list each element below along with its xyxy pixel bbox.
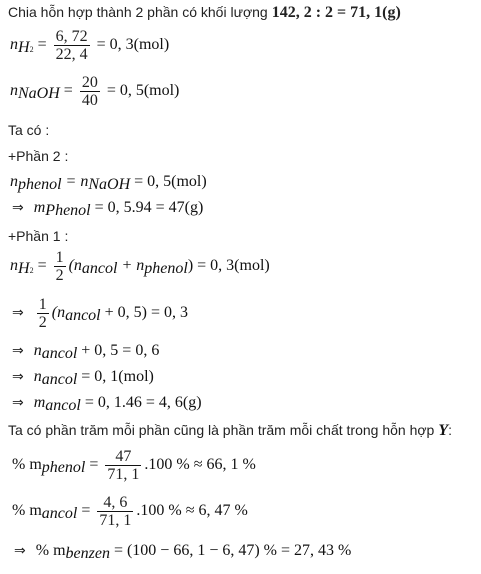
part-2-label: +Phần 2 : — [8, 148, 69, 164]
result: = 0, 3(mol) — [96, 36, 170, 54]
fraction: $\frac{4, 6}{71, 1}$ — [99, 494, 132, 529]
intro-value: 142, 2 : 2 = 71, 1(g) — [271, 4, 401, 21]
implies-arrow-icon: ⇒ — [12, 305, 24, 322]
conclusion-text: Ta có phần trăm mỗi phần cũng là phần trăm mỗi chất trong hỗn hợp — [8, 422, 435, 438]
part-1-label: +Phần 1 : — [8, 228, 69, 244]
naoh-moles-equation: $n_{NaOH}$ = $\frac{20}{40}$ = 0, 5(mol) — [10, 74, 180, 109]
implies-arrow-icon: ⇒ — [12, 343, 24, 359]
percent-ancol-equation: % $m_{ancol}$ = $\frac{4, 6}{71, 1}$ .100 % ≈ 6, 47 % — [12, 494, 248, 529]
fraction: $\frac{47}{71, 1}$ — [107, 448, 140, 483]
percent-benzen-equation: ⇒ % $m_{benzen} = (100 - 66$, 1 − 6, 47) % = 27, 43 % — [14, 542, 352, 562]
h2-moles-equation: $n_{H2}$ = $\frac{6, 72}{22, 4}$ = 0, 3(mol) — [10, 28, 170, 63]
percent-phenol-equation: % $m_{phenol}$ = $\frac{47}{71, 1}$ .100 % ≈ 66, 1 % — [12, 448, 256, 483]
ta-co-label: Ta có : — [8, 122, 50, 138]
implies-arrow-icon: ⇒ — [12, 369, 24, 385]
fraction: $\frac{1}{2}$ — [38, 296, 47, 331]
subscript: H — [18, 39, 30, 57]
numerator: 6, 72 — [55, 28, 88, 45]
denominator: 40 — [81, 92, 98, 109]
phenol-moles-equation: $n_{phenol} = n_{NaOH} = 0$, 5(mol) — [10, 173, 207, 193]
subscript: NaOH — [18, 85, 60, 103]
part-1-step-3: ⇒ $n_{ancol} + 0$, 5 = 0, 6 — [12, 342, 160, 362]
numerator: 20 — [81, 74, 98, 91]
denominator: 22, 4 — [55, 46, 88, 63]
implies-arrow-icon: ⇒ — [12, 395, 24, 411]
result: = 0, 5(mol) — [106, 82, 180, 100]
fraction: $\frac{1}{2}$ — [55, 249, 64, 284]
n-symbol: n — [10, 36, 18, 54]
subscript-2: 2 — [29, 45, 34, 55]
variable-y: Y — [438, 422, 449, 439]
n-symbol: n — [10, 82, 18, 100]
intro-line — [8, 4, 401, 22]
part-1-step-2: ⇒ $\frac{1}{2}$ ($n_{ancol} + 0$, 5) = 0, 3 — [12, 296, 188, 331]
part-1-step-5: ⇒ $m_{ancol} = 0$, 1.46 = 4, 6(g) — [12, 394, 202, 414]
intro-text: Chia hỗn hợp thành 2 phần có khối lượng — [8, 4, 268, 20]
implies-arrow-icon: ⇒ — [12, 200, 24, 216]
fraction — [54, 28, 90, 63]
part-1-h2-equation: $n_{H2}$ = $\frac{1}{2}$ $(n_{ancol} + n_{phenol}) = 0$, 3(mol) — [10, 249, 270, 284]
part-1-step-4: ⇒ $n_{ancol} = 0$, 1(mol) — [12, 368, 154, 388]
implies-arrow-icon: ⇒ — [14, 543, 26, 559]
phenol-mass-equation: ⇒ $m_{Phenol} = 0$, 5.94 = 47(g) — [12, 199, 204, 219]
conclusion-line: Ta có phần trăm mỗi phần cũng là phần trăm mỗi chất trong hỗn hợp Y: — [8, 422, 452, 439]
fraction — [80, 74, 100, 109]
